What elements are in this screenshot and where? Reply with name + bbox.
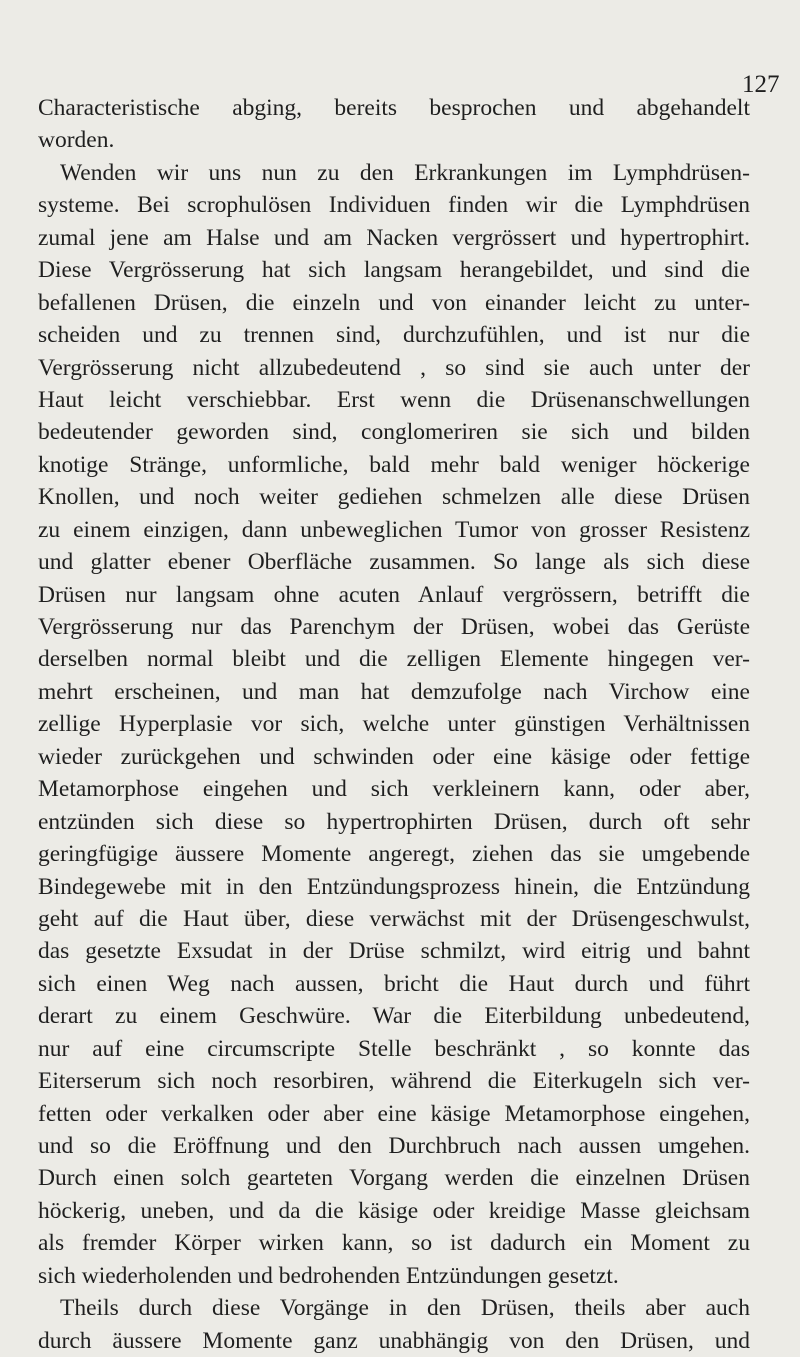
text-line: systeme. Bei scrophulösen Individuen finden wir die Lymphdrüsen	[38, 192, 750, 219]
text-line: sich wiederholenden und bedrohenden Entzündungen gesetzt.	[38, 1262, 619, 1289]
text-line: Metamorphose eingehen und sich verkleinern kann, oder aber,	[38, 776, 750, 803]
text-line: das gesetzte Exsudat in der Drüse schmilzt, wird eitrig und bahnt	[38, 938, 750, 965]
text-line: bedeutender geworden sind, conglomeriren sie sich und bilden	[38, 419, 750, 446]
text-line: entzünden sich diese so hypertrophirten Drüsen, durch oft sehr	[38, 808, 750, 835]
text-line: befallenen Drüsen, die einzeln und von einander leicht zu unter-	[38, 289, 750, 316]
text-line: sich einen Weg nach aussen, bricht die Haut durch und führt	[38, 970, 750, 997]
text-line: nur auf eine circumscripte Stelle beschränkt , so konnte das	[38, 1035, 750, 1062]
text-line: zu einem einzigen, dann unbeweglichen Tumor von grosser Resistenz	[38, 516, 750, 543]
text-line: scheiden und zu trennen sind, durchzufühlen, und ist nur die	[38, 322, 750, 349]
text-line: zellige Hyperplasie vor sich, welche unter günstigen Verhältnissen	[38, 711, 750, 738]
text-line: Vergrösserung nicht allzubedeutend , so sind sie auch unter der	[38, 354, 750, 381]
text-line: mehrt erscheinen, und man hat demzufolge nach Virchow eine	[38, 678, 750, 705]
text-line: und glatter ebener Oberfläche zusammen. So lange als sich diese	[38, 549, 750, 576]
text-line: wieder zurückgehen und schwinden oder eine käsige oder fettige	[38, 743, 750, 770]
text-line: Drüsen nur langsam ohne acuten Anlauf vergrössern, betrifft die	[38, 581, 750, 608]
text-line: Durch einen solch gearteten Vorgang werden die einzelnen Drüsen	[38, 1165, 750, 1192]
text-line: als fremder Körper wirken kann, so ist dadurch ein Moment zu	[38, 1230, 750, 1257]
page-number: 127	[742, 71, 780, 98]
text-line: Knollen, und noch weiter gediehen schmelzen alle diese Drüsen	[38, 484, 750, 511]
text-line: Bindegewebe mit in den Entzündungsprozess hinein, die Entzündung	[38, 873, 750, 900]
text-line: Wenden wir uns nun zu den Erkrankungen im Lymphdrüsen-	[60, 159, 750, 186]
text-line: Vergrösserung nur das Parenchym der Drüsen, wobei das Gerüste	[38, 614, 750, 640]
text-line: derselben normal bleibt und die zelligen Elemente hingegen ver-	[38, 646, 750, 673]
text-line: Haut leicht verschiebbar. Erst wenn die Drüsenanschwellungen	[38, 386, 750, 413]
text-line: derart zu einem Geschwüre. War die Eiterbildung unbedeutend,	[38, 1003, 750, 1030]
text-line: worden.	[38, 127, 115, 154]
text-line: und so die Eröffnung und den Durchbruch nach aussen umgehen.	[38, 1133, 750, 1159]
text-line: knotige Stränge, unformliche, bald mehr bald weniger höckerige	[38, 451, 750, 478]
text-line: Diese Vergrösserung hat sich langsam herangebildet, und sind die	[38, 257, 750, 284]
text-line: Theils durch diese Vorgänge in den Drüsen, theils aber auch	[60, 1295, 750, 1322]
text-line: höckerig, uneben, und da die käsige oder kreidige Masse gleichsam	[38, 1197, 750, 1224]
text-line: fetten oder verkalken oder aber eine käsige Metamorphose eingehen,	[38, 1100, 750, 1127]
text-line: geht auf die Haut über, diese verwächst mit der Drüsengeschwulst,	[38, 905, 750, 932]
text-line: durch äussere Momente ganz unabhängig von den Drüsen, und	[38, 1327, 750, 1354]
body-text	[38, 92, 750, 1357]
text-line: Eiterserum sich noch resorbiren, während die Eiterkugeln sich ver-	[38, 1068, 750, 1095]
text-line: Characteristische abging, bereits besprochen und abgehandelt	[38, 95, 750, 121]
text-line: geringfügige äussere Momente angeregt, ziehen das sie umgebende	[38, 841, 750, 868]
text-line: zumal jene am Halse und am Nacken vergrössert und hypertrophirt.	[38, 224, 750, 251]
